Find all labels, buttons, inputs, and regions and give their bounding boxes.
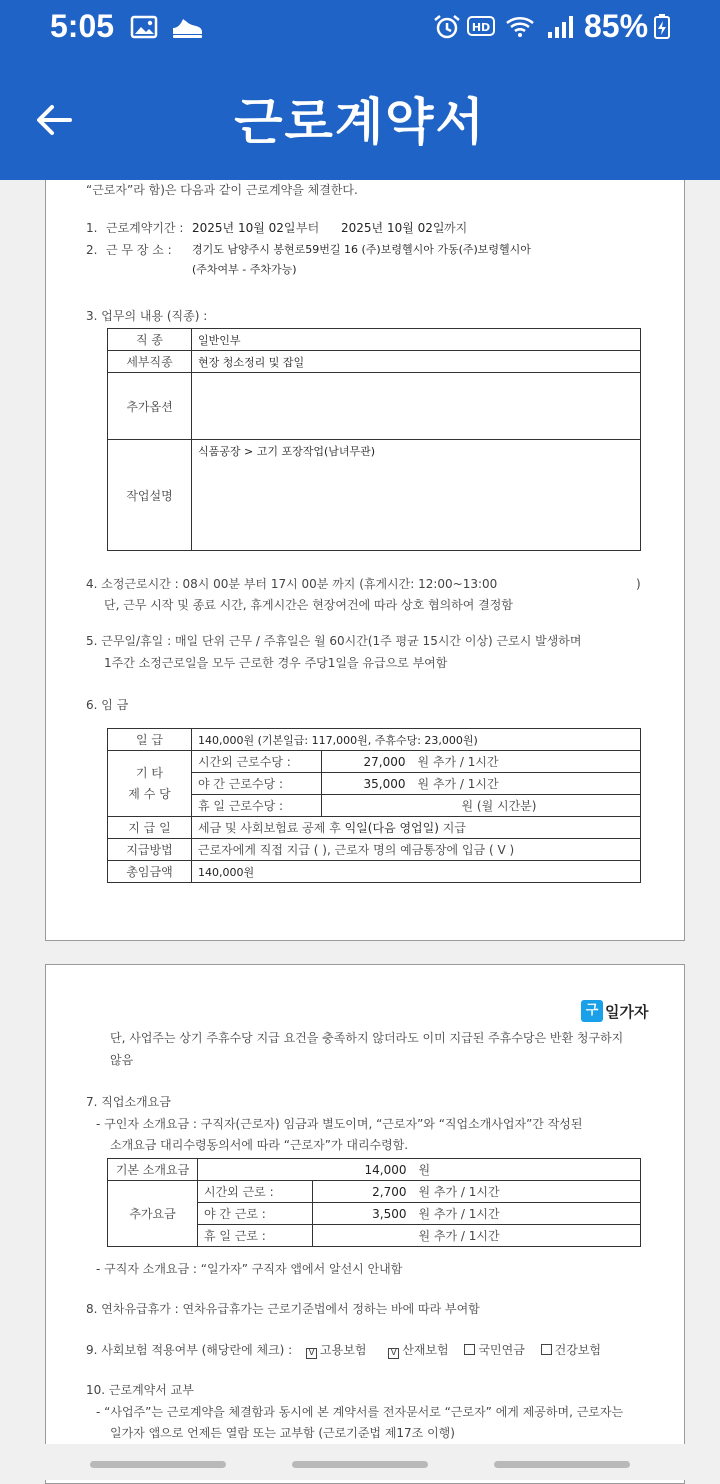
battery-charging-icon xyxy=(652,14,672,40)
item10-heading: 10. 근로계약서 교부 xyxy=(86,1383,194,1397)
job-table xyxy=(107,328,641,551)
until-text: 까지 xyxy=(444,221,468,235)
item4-paren: ) xyxy=(636,577,641,591)
total-wage-value: 140,000원 xyxy=(192,861,641,883)
note-line1: 단, 사업주는 상기 주휴수당 지급 요건을 충족하지 않더라도 이미 지급된 주휴수당은 반환 청구하지 xyxy=(110,1031,624,1045)
nav-bar xyxy=(0,1444,720,1480)
extra-fee-amount: 2,700 xyxy=(313,1181,413,1203)
item9-label: 9. 사회보험 적용여부 (해당란에 체크) : xyxy=(86,1343,293,1357)
status-bar xyxy=(0,0,720,58)
app-header xyxy=(0,0,720,180)
job-detail-value: 현장 청소정리 및 잡일 xyxy=(192,351,641,373)
checkbox-employment-insurance: V xyxy=(306,1348,317,1359)
daily-wage-value: 140,000원 (기본일급: 117,000원, 주휴수당: 23,000원) xyxy=(192,729,641,751)
shoe-icon xyxy=(170,14,204,40)
daily-wage-label: 일 급 xyxy=(108,729,192,751)
wage-table xyxy=(107,728,641,883)
allowance-name: 시간외 근로수당 : xyxy=(192,751,322,773)
job-detail-label: 세부직종 xyxy=(108,351,192,373)
parking-info: (주차여부 - 주차가능) xyxy=(192,263,297,276)
item10-line2: 일가자 앱으로 언제든 열람 또는 교부함 (근로기준법 제17조 이행) xyxy=(110,1426,455,1440)
from-text: 부터 xyxy=(296,221,320,235)
pay-method-value: 근로자에게 직접 지급 ( ), 근로자 명의 예금통장에 입금 ( V ) xyxy=(192,839,641,861)
extra-fee-label: 추가요금 xyxy=(108,1181,198,1247)
svg-text:HD: HD xyxy=(471,21,491,34)
nav-home-button[interactable] xyxy=(292,1461,428,1468)
item5-line1: 5. 근무일/휴일 : 매일 단위 근무 / 주휴일은 월 60시간(1주 평균 15시간 이상) 근로시 발생하며 xyxy=(86,634,582,648)
checkbox-industrial-insurance: V xyxy=(388,1348,399,1359)
item6-heading: 6. 임 금 xyxy=(86,698,129,712)
allowance-amount xyxy=(322,795,412,817)
item3-heading: 3. 업무의 내용 (직종) : xyxy=(86,309,208,323)
allowance-unit: 원 추가 / 1시간 xyxy=(412,773,641,795)
basic-fee-unit: 원 xyxy=(413,1159,641,1181)
nav-back-button[interactable] xyxy=(494,1461,630,1468)
item4-line2: 단, 근무 시작 및 종료 시간, 휴게시간은 현장여건에 따라 상호 협의하여 결정함 xyxy=(104,598,513,612)
logo-icon: 구 xyxy=(581,1000,603,1022)
wifi-icon xyxy=(504,14,538,40)
payday-value: 세금 및 사회보험료 공제 후 익일(다음 영업일) 지급 xyxy=(192,817,641,839)
work-desc-label: 작업설명 xyxy=(108,440,192,551)
item1-num: 1. xyxy=(86,221,98,235)
extra-fee-name: 야 간 근로 : xyxy=(198,1203,313,1225)
item7-line2: 소개요금 대리수령동의서에 따라 “근로자”가 대리수령함. xyxy=(110,1138,409,1152)
fee-table xyxy=(107,1158,641,1247)
hd-icon xyxy=(466,14,496,40)
extra-fee-unit: 원 추가 / 1시간 xyxy=(413,1203,641,1225)
allowance-name: 야 간 근로수당 : xyxy=(192,773,322,795)
alarm-icon xyxy=(432,14,462,40)
page-title: 근로계약서 xyxy=(234,93,486,151)
checkbox-health-insurance xyxy=(541,1344,552,1355)
item2-num: 2. xyxy=(86,243,98,257)
extra-fee-unit: 원 추가 / 1시간 xyxy=(413,1181,641,1203)
item4-line1: 4. 소정근로시간 : 08시 00분 부터 17시 00분 까지 (휴게시간: 12:00~13:00 xyxy=(86,577,498,591)
battery-percent: 85% xyxy=(584,8,649,44)
contract-page-1 xyxy=(45,150,685,941)
job-type-value: 일반인부 xyxy=(192,329,641,351)
job-type-label: 직 종 xyxy=(108,329,192,351)
work-address: 경기도 남양주시 봉현로59번길 16 (주)보령헬시아 가동(주)보령헬시아 xyxy=(192,243,531,256)
extra-fee-unit: 원 추가 / 1시간 xyxy=(413,1225,641,1247)
gallery-icon xyxy=(130,14,158,40)
nav-recent-button[interactable] xyxy=(90,1461,226,1468)
ilgaja-logo: 구 일가자 xyxy=(581,999,648,1023)
extra-fee-amount xyxy=(313,1225,413,1247)
seeker-fee-text: - 구직자 소개요금 : “일가자” 구직자 앱에서 알선시 안내함 xyxy=(96,1262,403,1276)
basic-fee-label: 기본 소개요금 xyxy=(108,1159,198,1181)
item5-line2: 1주간 소정근로일을 모두 근로한 경우 주당1일을 유급으로 부여함 xyxy=(104,656,448,670)
contract-start: 2025년 10월 02일 xyxy=(192,221,296,235)
etc-allowance-label: 기 타 제 수 당 xyxy=(108,751,192,817)
note-line2: 않음 xyxy=(110,1053,134,1067)
extra-fee-amount: 3,500 xyxy=(313,1203,413,1225)
extra-fee-name: 시간외 근로 : xyxy=(198,1181,313,1203)
basic-fee-amount: 14,000 xyxy=(198,1159,413,1181)
extra-option-label: 추가옵션 xyxy=(108,373,192,440)
title-bar xyxy=(0,60,720,180)
item2-label: 근 무 장 소 : xyxy=(106,243,172,257)
extra-fee-name: 휴 일 근로 : xyxy=(198,1225,313,1247)
item10-line1: - “사업주”는 근로계약을 체결함과 동시에 본 계약서를 전자문서로 “근로자” 에게 제공하며, 근로자는 xyxy=(96,1405,624,1419)
allowance-amount: 27,000 xyxy=(322,751,412,773)
item1-label: 근로계약기간 : xyxy=(106,221,184,235)
allowance-unit: 원 추가 / 1시간 xyxy=(412,751,641,773)
contract-end: 2025년 10월 02일 xyxy=(341,221,445,235)
item7-line1: - 구인자 소개요금 : 구직자(근로자) 임금과 별도이며, “근로자”와 “직업소개사업자”간 작성된 xyxy=(96,1117,583,1131)
allowance-unit: 원 (월 시간분) xyxy=(412,795,641,817)
payday-label: 지 급 일 xyxy=(108,817,192,839)
contract-page-2 xyxy=(45,964,685,1484)
intro-text: “근로자”라 함)은 다음과 같이 근로계약을 체결한다. xyxy=(86,183,358,197)
checkbox-national-pension xyxy=(464,1344,475,1355)
item8-text: 8. 연차유급휴가 : 연차유급휴가는 근로기준법에서 정하는 바에 따라 부여함 xyxy=(86,1302,480,1316)
allowance-amount: 35,000 xyxy=(322,773,412,795)
work-desc-value: 식품공장 > 고기 포장작업(남녀무관) xyxy=(192,440,641,551)
pay-method-label: 지급방법 xyxy=(108,839,192,861)
extra-option-value xyxy=(192,373,641,440)
total-wage-label: 총임금액 xyxy=(108,861,192,883)
allowance-name: 휴 일 근로수당 : xyxy=(192,795,322,817)
signal-icon xyxy=(544,14,576,40)
item7-heading: 7. 직업소개요금 xyxy=(86,1095,171,1109)
status-time: 5:05 xyxy=(50,8,115,44)
item9-row: 9. 사회보험 적용여부 (해당란에 체크) : V 고용보험 V 산재보험 국민연금 건강보험 xyxy=(86,1343,602,1358)
